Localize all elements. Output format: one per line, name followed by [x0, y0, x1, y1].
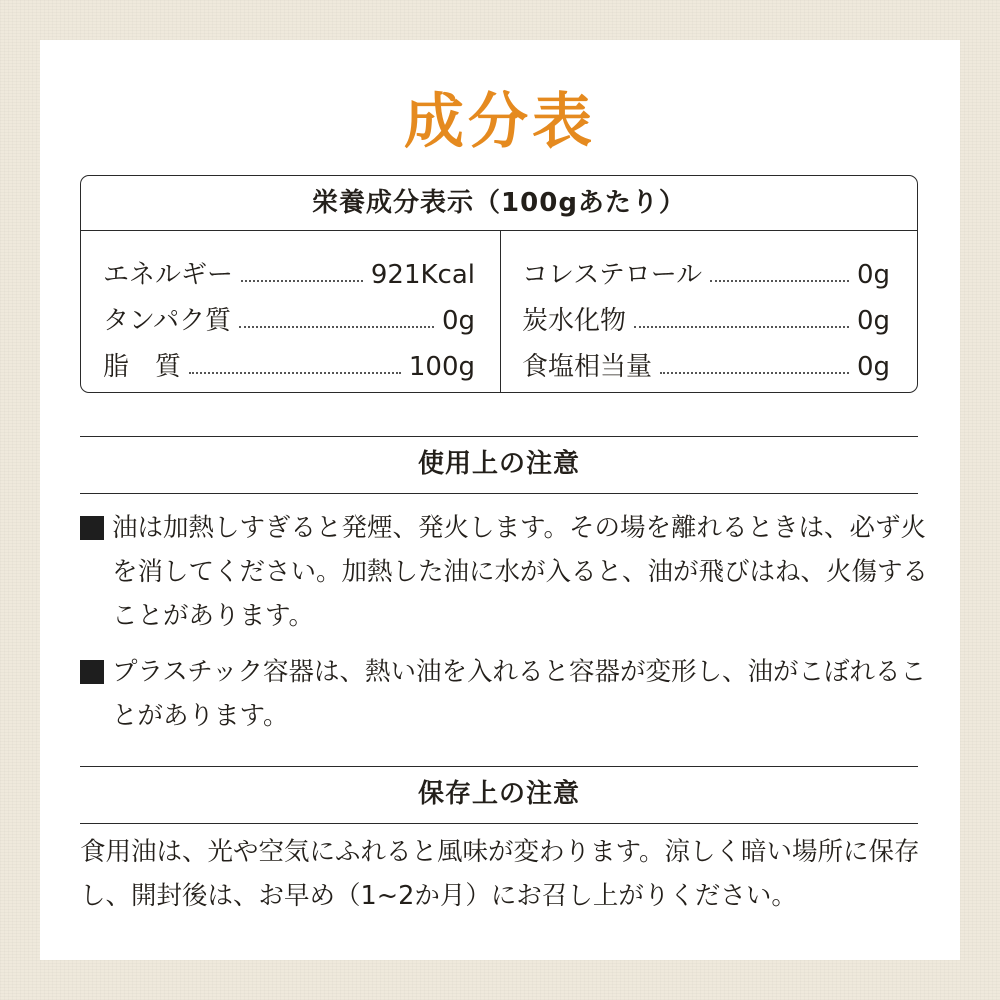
nutrition-label: 脂 質 [103, 352, 182, 382]
nutrition-label: 食塩相当量 [522, 352, 653, 382]
dotted-leader [241, 280, 363, 282]
nutrition-column-right [522, 245, 890, 383]
nutrition-row-cholesterol [522, 245, 890, 291]
nutrition-row-salt [522, 337, 890, 383]
storage-text: 食用油は、光や空気にふれると風味が変わります。涼しく暗い場所に保存し、開封後は、お早め（1~2か月）にお召し上がりください。 [80, 837, 920, 911]
usage-note-text: 油は加熱しすぎると発煙、発火します。その場を離れるときは、必ず火を消してください。加熱した油に水が入ると、油が飛びはね、火傷することがあります。 [112, 513, 929, 631]
column-divider [500, 231, 501, 393]
ingredient-card [40, 40, 960, 960]
square-bullet-icon [80, 516, 104, 540]
nutrition-label: エネルギー [103, 260, 234, 290]
nutrition-row-fat [103, 337, 475, 383]
nutrition-column-left [103, 245, 475, 383]
nutrition-value: 0g [856, 260, 890, 290]
nutrition-value: 0g [441, 306, 475, 336]
nutrition-value: 0g [856, 306, 890, 336]
dotted-leader [189, 372, 401, 374]
square-bullet-icon [80, 660, 104, 684]
dotted-leader [710, 280, 849, 282]
nutrition-header: 栄養成分表示（100gあたり） [81, 176, 917, 231]
usage-note-item [80, 650, 930, 738]
nutrition-body [81, 231, 917, 393]
usage-note-item [80, 506, 930, 638]
usage-heading: 使用上の注意 [80, 436, 918, 494]
nutrition-label: 炭水化物 [522, 306, 627, 336]
usage-notes [80, 506, 930, 750]
nutrition-row-carbohydrate [522, 291, 890, 337]
nutrition-row-protein [103, 291, 475, 337]
dotted-leader [634, 326, 849, 328]
nutrition-table [80, 175, 918, 393]
nutrition-value: 921Kcal [370, 260, 475, 290]
dotted-leader [660, 372, 849, 374]
nutrition-value: 0g [856, 352, 890, 382]
nutrition-label: タンパク質 [103, 306, 232, 336]
usage-note-text: プラスチック容器は、熱い油を入れると容器が変形し、油がこぼれることがあります。 [112, 657, 926, 731]
nutrition-label: コレステロール [522, 260, 703, 290]
dotted-leader [239, 326, 434, 328]
page-title: 成分表 [404, 87, 596, 157]
nutrition-row-energy [103, 245, 475, 291]
storage-heading: 保存上の注意 [80, 766, 918, 824]
nutrition-value: 100g [408, 352, 475, 382]
